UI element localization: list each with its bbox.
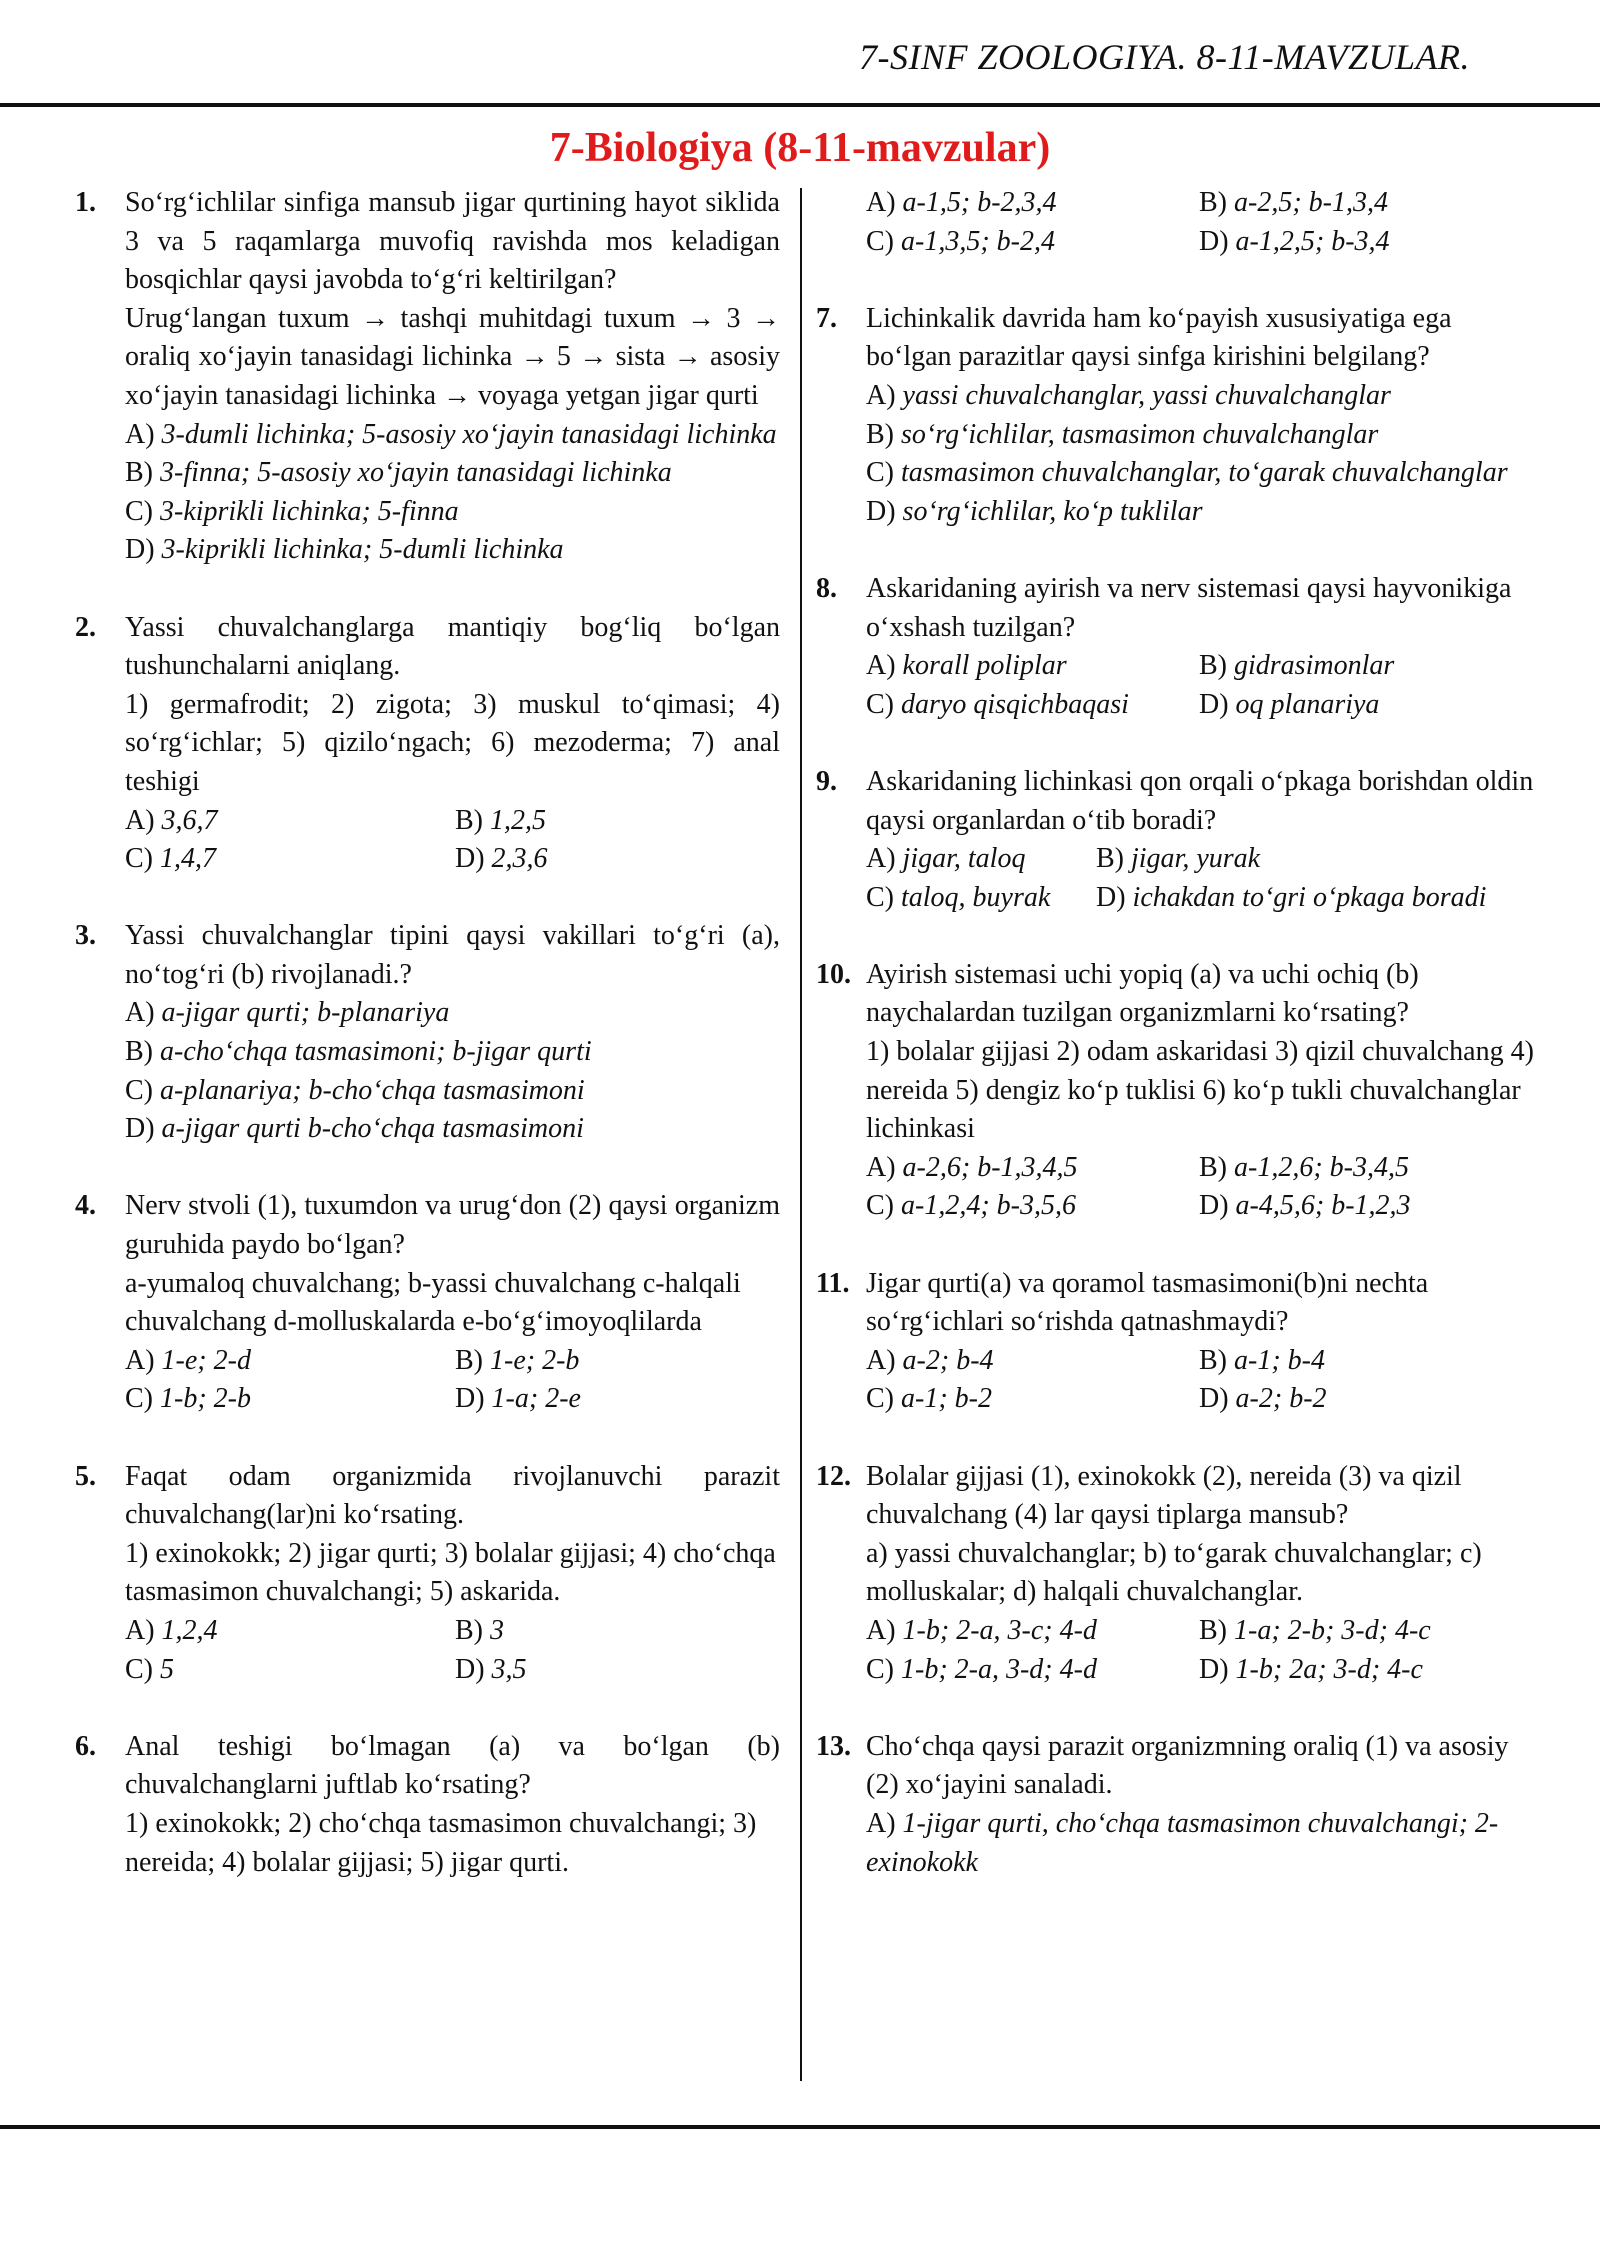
question-13 bbox=[816, 1728, 1538, 1882]
question-number: 12. bbox=[816, 1460, 851, 1492]
question-number: 1. bbox=[75, 187, 96, 218]
option-a: A) a-2; b-4 bbox=[866, 1344, 994, 1376]
question-number: 11. bbox=[816, 1267, 850, 1299]
question-stem: Bolalar gijjasi (1), exinokokk (2), nereida (3) va qizil chuvalchang (4) lar qaysi tiplarga mansub? bbox=[866, 1460, 1462, 1531]
options-row bbox=[866, 686, 1538, 725]
page-header bbox=[0, 0, 1600, 106]
question-number: 7. bbox=[816, 302, 837, 334]
option-a: A) 3-dumli lichinka; 5-asosiy xo‘jayin tanasidagi lichinka bbox=[125, 418, 777, 450]
left-column bbox=[72, 184, 780, 1921]
question-2 bbox=[72, 609, 780, 879]
question-number: 8. bbox=[816, 572, 837, 604]
top-rule bbox=[0, 103, 1600, 107]
option-b: B) 1-e; 2-b bbox=[455, 1344, 580, 1376]
option-c: C) tasmasimon chuvalchanglar, to‘garak chuvalchanglar bbox=[866, 457, 1508, 489]
option-b: B) jigar, yurak bbox=[1096, 843, 1261, 875]
options-row bbox=[125, 1380, 780, 1419]
option-b: B) 1,2,5 bbox=[455, 804, 546, 836]
option-c: C) daryo qisqichbaqasi bbox=[866, 688, 1129, 720]
option-d: D) a-1,2,5; b-3,4 bbox=[1199, 225, 1390, 257]
option-d: D) 3,5 bbox=[455, 1653, 527, 1685]
option-b: B) a-2,5; b-1,3,4 bbox=[1199, 187, 1388, 218]
question-stem: Lichinkalik davrida ham ko‘payish xususiyatiga ega bo‘lgan parazitlar qaysi sinfga kirishini belgilang? bbox=[866, 302, 1452, 373]
option-d: D) so‘rg‘ichlilar, ko‘p tuklilar bbox=[866, 495, 1203, 527]
question-stem: Faqat odam organizmida rivojlanuvchi parazit chuvalchang(lar)ni ko‘rsating. bbox=[125, 1460, 780, 1531]
question-stem: Cho‘chqa qaysi parazit organizmning oraliq (1) va asosiy (2) xo‘jayini sanaladi. bbox=[866, 1730, 1509, 1801]
option-b: B) a-1,2,6; b-3,4,5 bbox=[1199, 1151, 1409, 1183]
question-10 bbox=[816, 956, 1538, 1226]
option-c: C) 5 bbox=[125, 1653, 174, 1685]
option-d: D) a-4,5,6; b-1,2,3 bbox=[1199, 1190, 1411, 1222]
bottom-rule bbox=[0, 2125, 1600, 2129]
question-8 bbox=[816, 570, 1538, 724]
option-c: C) taloq, buyrak bbox=[866, 881, 1051, 913]
option-a: A) 3,6,7 bbox=[125, 804, 218, 836]
question-3 bbox=[72, 917, 780, 1149]
option-b: B) 3 bbox=[455, 1614, 504, 1646]
option-d: D) oq planariya bbox=[1199, 688, 1380, 720]
question-number: 10. bbox=[816, 958, 851, 990]
question-stem: Yassi chuvalchanglarga mantiqiy bog‘liq bo‘lgan tushunchalarni aniqlang. bbox=[125, 611, 780, 682]
option-c: C) 1,4,7 bbox=[125, 843, 216, 875]
option-d: D) a-2; b-2 bbox=[1199, 1383, 1327, 1415]
option-d: D) 1-a; 2-e bbox=[455, 1383, 581, 1415]
option-a: A) yassi chuvalchanglar, yassi chuvalchanglar bbox=[866, 379, 1391, 411]
option-c: C) a-planariya; b-cho‘chqa tasmasimoni bbox=[125, 1074, 585, 1106]
option-d: D) ichakdan to‘gri o‘pkaga boradi bbox=[1096, 881, 1487, 913]
options-row bbox=[866, 879, 1538, 918]
option-d: D) 2,3,6 bbox=[455, 843, 548, 875]
option-a: A) jigar, taloq bbox=[866, 843, 1026, 875]
question-1 bbox=[72, 184, 780, 570]
options-row bbox=[866, 184, 1538, 223]
question-stem: Askaridaning lichinkasi qon orqali o‘pkaga borishdan oldin qaysi organlardan o‘tib boradi? bbox=[866, 765, 1534, 836]
options-row bbox=[866, 1380, 1538, 1419]
question-stem: Nerv stvoli (1), tuxumdon va urug‘don (2) qaysi organizm guruhida paydo bo‘lgan? bbox=[125, 1190, 780, 1261]
question-number: 6. bbox=[75, 1730, 96, 1762]
option-a: A) 1-e; 2-d bbox=[125, 1344, 251, 1376]
options-row bbox=[866, 1149, 1538, 1188]
option-c: C) a-1; b-2 bbox=[866, 1383, 992, 1415]
option-b: B) a-cho‘chqa tasmasimoni; b-jigar qurti bbox=[125, 1036, 592, 1068]
right-column bbox=[816, 184, 1538, 1921]
header-title: 7-SINF ZOOLOGIYA. 8-11-MAVZULAR. bbox=[858, 37, 1470, 77]
option-b: B) gidrasimonlar bbox=[1199, 650, 1395, 682]
option-d: D) a-jigar qurti b-cho‘chqa tasmasimoni bbox=[125, 1113, 584, 1145]
option-c: C) a-1,2,4; b-3,5,6 bbox=[866, 1190, 1076, 1222]
question-stem: Askaridaning ayirish va nerv sistemasi qaysi hayvonikiga o‘xshash tuzilgan? bbox=[866, 572, 1512, 643]
question-stem-detail: a) yassi chuvalchanglar; b) to‘garak chuvalchanglar; c) molluskalar; d) halqali chuvalchanglar. bbox=[866, 1537, 1482, 1608]
options-row bbox=[125, 1342, 780, 1381]
option-c: C) a-1,3,5; b-2,4 bbox=[866, 225, 1055, 257]
options-row bbox=[866, 1342, 1538, 1381]
question-stem-detail: a-yumaloq chuvalchang; b-yassi chuvalchang c-halqali chuvalchang d-molluskalarda e-bo‘g‘imoyoqlilarda bbox=[125, 1267, 741, 1338]
question-stem: Ayirish sistemasi uchi yopiq (a) va uchi ochiq (b) naychalardan tuzilgan organizmlarni ko‘rsating? bbox=[866, 958, 1419, 1029]
question-stem: Anal teshigi bo‘lmagan (a) va bo‘lgan (b) chuvalchanglarni juftlab ko‘rsating? bbox=[125, 1730, 780, 1801]
options-row bbox=[866, 223, 1538, 262]
question-stem: Yassi chuvalchanglar tipini qaysi vakillari to‘g‘ri (a), no‘tog‘ri (b) rivojlanadi.? bbox=[125, 920, 780, 990]
question-12 bbox=[816, 1458, 1538, 1690]
option-a: A) korall poliplar bbox=[866, 650, 1067, 682]
options-row bbox=[125, 802, 780, 841]
option-b: B) a-1; b-4 bbox=[1199, 1344, 1325, 1376]
option-a: A) a-jigar qurti; b-planariya bbox=[125, 997, 450, 1029]
question-stem-detail: 1) germafrodit; 2) zigota; 3) muskul to‘qimasi; 4) so‘rg‘ichlar; 5) qizilo‘ngach; 6) mezoderma; 7) anal teshigi bbox=[125, 688, 780, 797]
options-row bbox=[866, 1187, 1538, 1226]
option-b: B) 3-finna; 5-asosiy xo‘jayin tanasidagi lichinka bbox=[125, 457, 672, 489]
option-a: A) a-1,5; b-2,3,4 bbox=[866, 187, 1057, 218]
question-stem-detail: 1) bolalar gijjasi 2) odam askaridasi 3) qizil chuvalchang 4) nereida 5) dengiz ko‘p tuklisi 6) ko‘p tukli chuvalchanglar lichinkasi bbox=[866, 1036, 1534, 1145]
options-row bbox=[866, 647, 1538, 686]
option-c: C) 1-b; 2-a, 3-d; 4-d bbox=[866, 1653, 1097, 1685]
question-7 bbox=[816, 300, 1538, 532]
option-b: B) 1-a; 2-b; 3-d; 4-c bbox=[1199, 1614, 1431, 1646]
option-c: C) 1-b; 2-b bbox=[125, 1383, 251, 1415]
question-stem-detail: 1) exinokokk; 2) jigar qurti; 3) bolalar gijjasi; 4) cho‘chqa tasmasimon chuvalchangi; 5) askarida. bbox=[125, 1537, 776, 1608]
question-number: 9. bbox=[816, 765, 837, 797]
option-a: A) 1-jigar qurti, cho‘chqa tasmasimon chuvalchangi; 2-exinokokk bbox=[866, 1807, 1499, 1878]
question-6-options bbox=[816, 184, 1538, 261]
option-d: D) 1-b; 2a; 3-d; 4-c bbox=[1199, 1653, 1423, 1685]
question-stem-detail: Urug‘langan tuxum → tashqi muhitdagi tuxum → 3 → oraliq xo‘jayin tanasidagi lichinka → 5 → sista → asosiy xo‘jayin tanasidagi lichinka → voyaga yetgan jigar qurti bbox=[125, 302, 780, 411]
option-d: D) 3-kiprikli lichinka; 5-dumli lichinka bbox=[125, 534, 564, 566]
option-b: B) so‘rg‘ichlilar, tasmasimon chuvalchanglar bbox=[866, 418, 1379, 450]
option-a: A) 1,2,4 bbox=[125, 1614, 218, 1646]
options-row bbox=[125, 840, 780, 879]
question-stem: Jigar qurti(a) va qoramol tasmasimoni(b)ni nechta so‘rg‘ichlari so‘rishda qatnashmaydi? bbox=[866, 1267, 1429, 1338]
question-6 bbox=[72, 1728, 780, 1882]
question-5 bbox=[72, 1458, 780, 1690]
question-stem: So‘rg‘ichlilar sinfiga mansub jigar qurtining hayot siklida 3 va 5 raqamlarga muvofiq ravishda mos keladigan bosqichlar qaysi javobda to‘g‘ri keltirilgan? bbox=[125, 187, 780, 296]
question-9 bbox=[816, 763, 1538, 917]
options-row bbox=[125, 1612, 780, 1651]
question-11 bbox=[816, 1265, 1538, 1419]
options-row bbox=[866, 1651, 1538, 1690]
options-row bbox=[866, 1612, 1538, 1651]
question-number: 13. bbox=[816, 1730, 851, 1762]
option-a: A) 1-b; 2-a, 3-c; 4-d bbox=[866, 1614, 1097, 1646]
options-row bbox=[866, 840, 1538, 879]
page-title: 7-Biologiya (8-11-mavzular) bbox=[549, 125, 1051, 171]
question-stem-detail: 1) exinokokk; 2) cho‘chqa tasmasimon chuvalchangi; 3) nereida; 4) bolalar gijjasi; 5) jigar qurti. bbox=[125, 1807, 757, 1878]
question-4 bbox=[72, 1187, 780, 1419]
column-divider bbox=[800, 188, 802, 2081]
question-number: 4. bbox=[75, 1190, 96, 1222]
option-c: C) 3-kiprikli lichinka; 5-finna bbox=[125, 495, 459, 527]
question-number: 3. bbox=[75, 920, 96, 952]
option-a: A) a-2,6; b-1,3,4,5 bbox=[866, 1151, 1078, 1183]
options-row bbox=[125, 1651, 780, 1690]
question-number: 5. bbox=[75, 1460, 96, 1492]
question-number: 2. bbox=[75, 611, 96, 643]
